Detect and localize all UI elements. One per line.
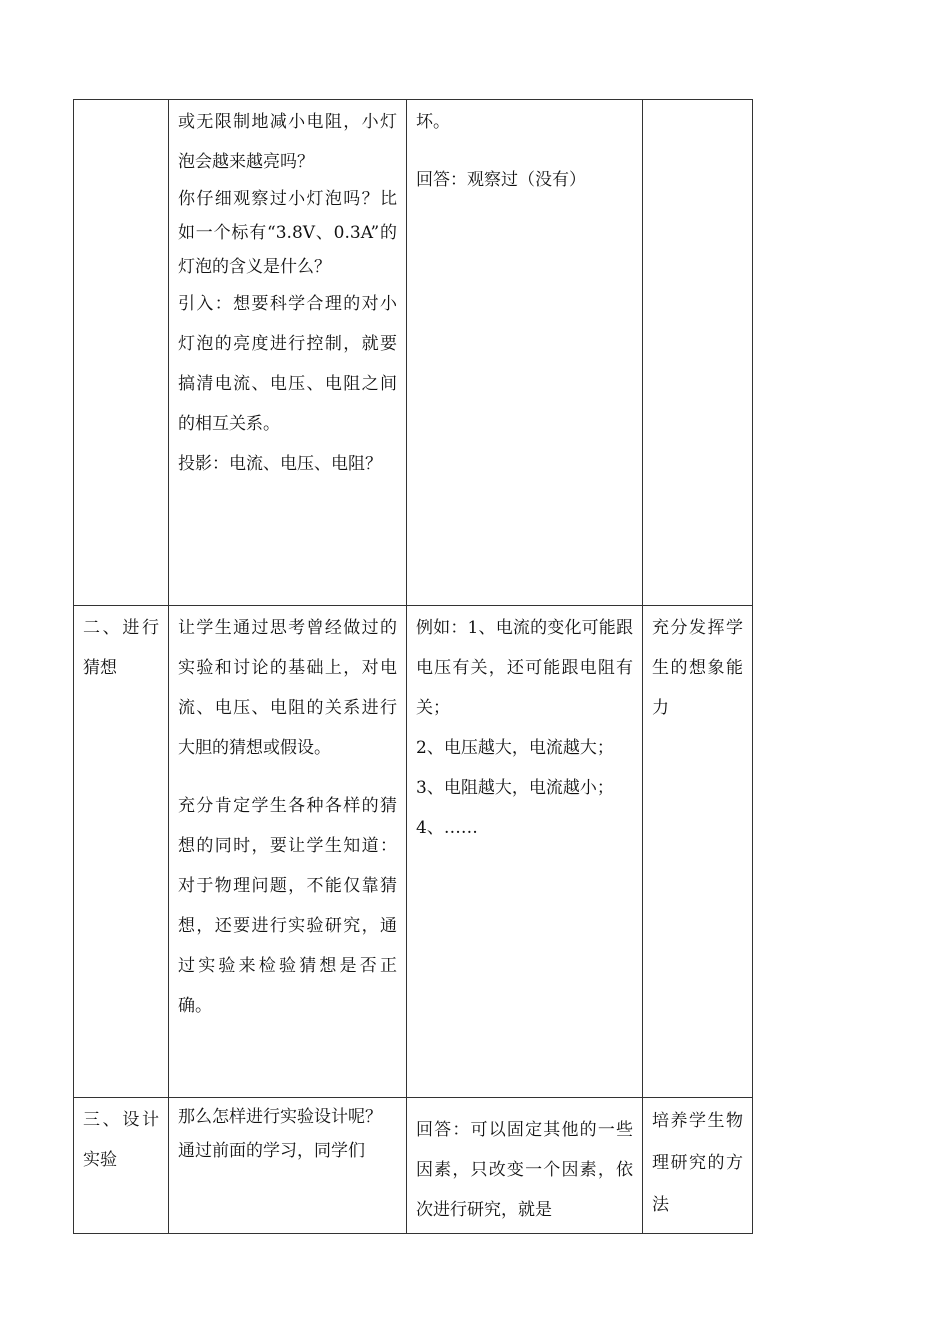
paragraph: 2、电压越大，电流越大； [416, 738, 614, 758]
paragraph: 充分发挥学生的想象能力 [652, 618, 743, 718]
paragraph: 引入：想要科学合理的对小灯泡的亮度进行控制，就要搞清电流、电压、电阻之间的相互关系。 [178, 294, 397, 434]
paragraph: 回答：可以固定其他的一些因素，只改变一个因素，依次进行研究，就是 [416, 1120, 633, 1220]
paragraph: 例如：1、电流的变化可能跟电压有关，还可能跟电阻有关； [416, 618, 633, 718]
table-row [74, 100, 753, 606]
paragraph: 通过前面的学习，同学们 [178, 1141, 365, 1161]
paragraph: 坏。 [416, 112, 450, 132]
paragraph-gap [178, 768, 397, 786]
teacher-activity-cell [169, 606, 407, 1098]
stage-cell [74, 1098, 169, 1234]
paragraph: 让学生通过思考曾经做过的实验和讨论的基础上，对电流、电压、电阻的关系进行大胆的猜想或假设。 [178, 618, 397, 758]
paragraph: 回答：观察过（没有） [416, 170, 586, 190]
paragraph: 3、电阻越大，电流越小； [416, 778, 614, 798]
stage-cell [74, 100, 169, 606]
paragraph: 投影：电流、电压、电阻？ [178, 454, 382, 474]
design-intent-cell [643, 606, 753, 1098]
student-activity-cell [407, 606, 643, 1098]
lesson-plan-table [73, 99, 753, 1234]
paragraph: 培养学生物理研究的方法 [652, 1111, 743, 1215]
teacher-activity-cell [169, 1098, 407, 1234]
table-row [74, 606, 753, 1098]
design-intent-cell [643, 1098, 753, 1234]
stage-label: 二、进行猜想 [83, 618, 159, 678]
design-intent-cell [643, 100, 753, 606]
paragraph: 那么怎样进行实验设计呢？ [178, 1107, 382, 1127]
paragraph: 4、…… [416, 818, 478, 838]
paragraph: 你仔细观察过小灯泡吗？比如一个标有“3.8V、0.3A”的灯泡的含义是什么？ [178, 189, 397, 277]
table-row [74, 1098, 753, 1234]
stage-label: 三、设计实验 [83, 1110, 159, 1170]
stage-cell [74, 606, 169, 1098]
paragraph-gap [416, 142, 633, 160]
paragraph: 充分肯定学生各种各样的猜想的同时，要让学生知道：对于物理问题，不能仅靠猜想，还要进行实验研究，通过实验来检验猜想是否正确。 [178, 796, 397, 1016]
teacher-activity-cell [169, 100, 407, 606]
student-activity-cell [407, 100, 643, 606]
paragraph: 或无限制地减小电阻，小灯泡会越来越亮吗？ [178, 112, 397, 172]
student-activity-cell [407, 1098, 643, 1234]
